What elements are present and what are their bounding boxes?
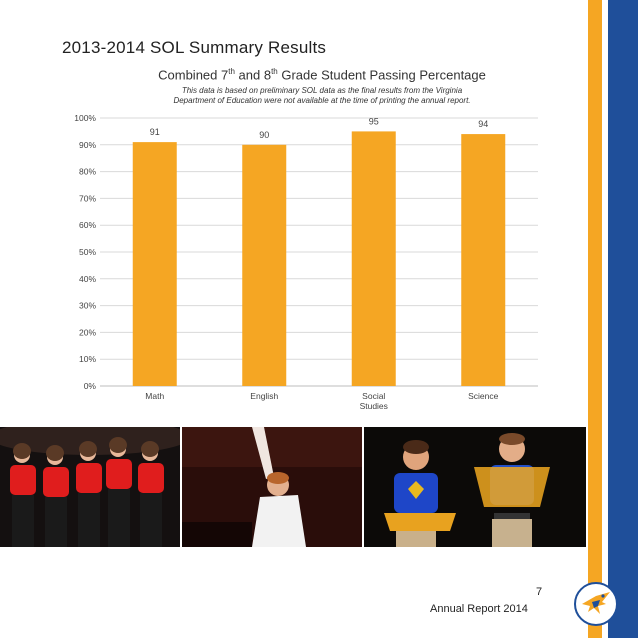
y-tick-label: 20% — [78, 327, 96, 338]
bar — [352, 131, 396, 386]
y-tick-label: 60% — [78, 220, 96, 231]
data-label: 90 — [259, 129, 270, 140]
x-tick-label: Studies — [359, 401, 388, 411]
y-tick-label: 30% — [78, 300, 96, 311]
data-label: 94 — [478, 119, 489, 130]
x-tick-label: Social — [362, 391, 386, 401]
y-tick-label: 70% — [78, 193, 96, 204]
bar — [133, 142, 177, 386]
bar — [461, 134, 505, 386]
photo-dancers — [0, 427, 180, 547]
y-tick-label: 50% — [78, 247, 96, 257]
chart-subtitle — [62, 86, 582, 106]
x-tick-label: Science — [468, 391, 499, 401]
x-tick-label: English — [250, 391, 279, 401]
chart-subtitle-line: Department of Education were not available at the time of printing the annual report. — [173, 96, 471, 105]
photo-performer — [182, 427, 362, 547]
x-tick-label: Math — [145, 391, 165, 401]
y-tick-label: 80% — [78, 166, 96, 177]
accent-stripe-orange — [588, 0, 602, 638]
y-tick-label: 40% — [78, 273, 96, 284]
y-tick-label: 10% — [78, 354, 96, 365]
footer-label: Annual Report 2014 — [430, 603, 528, 615]
eagle-logo — [574, 582, 618, 626]
data-label: 95 — [368, 116, 379, 127]
chart-title: Combined 7th and 8th Grade Student Passing Percentage — [158, 67, 486, 83]
photo-superman-boys — [364, 427, 586, 547]
page-title: 2013-2014 SOL Summary Results — [62, 38, 327, 57]
data-label: 91 — [149, 127, 160, 138]
bar-chart — [60, 110, 550, 415]
page-number: 7 — [536, 586, 543, 598]
y-tick-label: 0% — [83, 381, 96, 391]
bar — [242, 145, 286, 386]
chart-subtitle-line: This data is based on preliminary SOL data as the final results from the Virginia — [181, 86, 463, 95]
y-tick-label: 90% — [78, 139, 96, 150]
accent-stripe-blue — [608, 0, 638, 638]
y-tick-label: 100% — [74, 113, 96, 123]
eagle-icon — [576, 584, 616, 624]
